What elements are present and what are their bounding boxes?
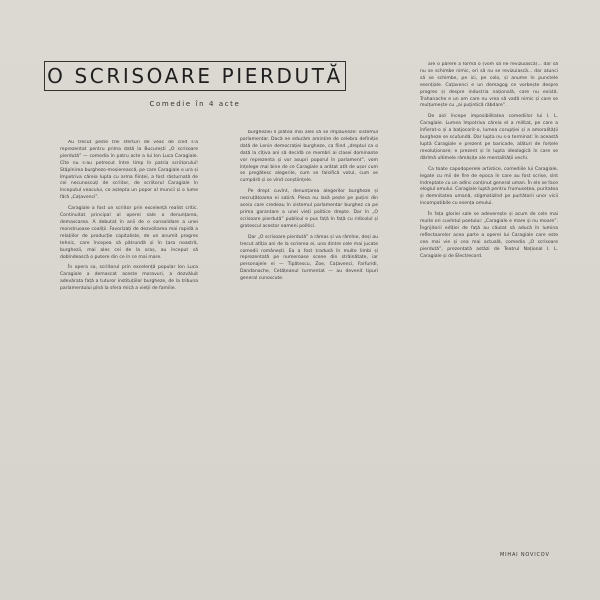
page-subtitle: Comedie în 4 acte [149, 100, 241, 108]
page-title: O SCRISOARE PIERDUTĂ [47, 64, 343, 88]
paragraph: De aici începe imposibilitatea comediilor lui I. L. Caragiale. Lumea împotriva căreia el a militat, pe care a înfierat-o și a batjocorit-o, lumea corupției și a amoralității burgheze se scufundă. Dar lupta nu s-a terminat: în această luptă Caragiale e prezent pe baricade, alături de forțele revoluționare; e prezent și în lupta ideologică în care se dărîmă ultimele rămășițe ale mentalității vechi. [420, 114, 558, 161]
title-box [44, 61, 346, 91]
text-column-2 [240, 130, 378, 575]
paragraph: În opera sa, scriitorul prin excelență popular Ion Luca Caragiale a demascat aceste moravuri, a dezvăluit adevărata față a tuturor instituțiilor burgheze, de la tribuna parlamentului pînă la sfera mică a vieții de familie. [60, 265, 198, 292]
paragraph: Ca toate capodoperele artistice, comediile lui Caragiale, legate cu mii de fire de epoca în care au fost scrise, sînt îndreptate cu un adînc conținut general uman. În ele se face elogiul omului. Caragiale luptă pentru frumusețea, puritatea și demnitatea umană, stigmatizînd pe purtătorii unor vicii incompatibile cu esența omului. [420, 166, 558, 207]
paragraph: Pe drept cuvînt, denunțarea alegerilor burgheze și necruțătoarea ei satiră. Piesa nu lasă pește pe puțini din aceia care credeau în sistemul parlamentar burghez ca pe prima garantare a unei vieți politice drepte. Dar în „O scrisoare pierdută” publicul e pus față în față cu ridicolul și grotescul acestor oameni politici. [240, 189, 378, 229]
text-column-3 [420, 62, 558, 582]
paragraph: are o părere a formă o (vom să ne revizuiască)... dar să nu se schimbe nimic, ori să nu se revizuiască... dar atunci să se schimbe, pe ici, pe colo, și anume în punctele esențiale. Cațavenci e un demagog ce vorbește despre progres și despre industria națională, care nu există. Trahanache e un om care nu vrea să vadă nimic și care se mulțumește cu „ai puțintică răbdare”. [420, 62, 558, 109]
author-signature: MIHAI NOVICOV [500, 552, 550, 558]
paragraph: burgheziei îl plătea mai ales să se împăuneze: sistemul parlamentar. Dacă ne educăm amintire de celebra definiție dată de Lenin democrației burgheze, ca fiind „dreptul ca o dată la cîțiva ani să decidă ce membri ai clasei dominante vor reprezenta și vor asupri poporul în parlament”, vom înțelege mai bine de ce Caragiale a arătat atît de ușor cum se pregătesc alegerile, cum se falsifică votul, cum se cumpără și se vînd conștiințele. [240, 130, 378, 184]
paragraph: În fața gloriei sale se adeverește și acum de cele mai multe ori cuvîntul poetului: „Caragiale e mare și nu moare”. Îngrijitorii ediției de față au căutat să aducă în lumina reflectoarelor acea parte a operei lui Caragiale care este cea mai vie și cea mai actuală, comedia „O scrisoare pierdută”, prezentată astăzi de Teatrul Național I. L. Caragiale și de Electrecord. [420, 212, 558, 259]
paragraph: Caragiale a fost un scriitor prin excelență realist critic. Continuitat principal al operei sale o denunțarea, demascarea. A debutat în anii de o consolidare a unei monstruoase coaliții. Favorizați de dezvoltarea mai rapidă a relațiilor de producție capitaliste, de un anumit progres tehnic, care începea să pătrundă și în țara noastră, burghezii, mai ales cei de la oraș, au început să dobîndească o putere din ce în ce mai mare. [60, 206, 198, 260]
paragraph: Dar „O scrisoare pierdută” a rămas și va rămîne, deși au trecut atîția ani de la scrierea ei, una dintre cele mai jucate comedii românești. Ea a fost tradusă în multe limbi și reprezentată pe numeroase scene din străinătate, iar personajele ei — Tipătescu, Zoe, Cațavenci, Farfuridi, Dandanache, Cetățeanul turmentat — au devenit tipuri general cunoscute. [240, 234, 378, 282]
text-column-1 [60, 140, 198, 585]
paragraph: Au trecut peste trei sferturi de veac de cînd s-a reprezentat pentru prima dată la București „O scrisoare pierdută” — comedia în patru acte a lui Ion Luca Caragiale. Cîte nu s-au petrecut între timp în patria scriitorului! Stăpînirea burghezo-moșierească, pe care Caragiale o ura și împotriva căreia lupta cu arma ființei, a fost răsturnată de cei necunoscuți de scriitor, de scriitorul Caragiale în începutul veacului, ce aștepta un popor al muncii și o lume fără „Cațavenci”. [60, 140, 198, 201]
